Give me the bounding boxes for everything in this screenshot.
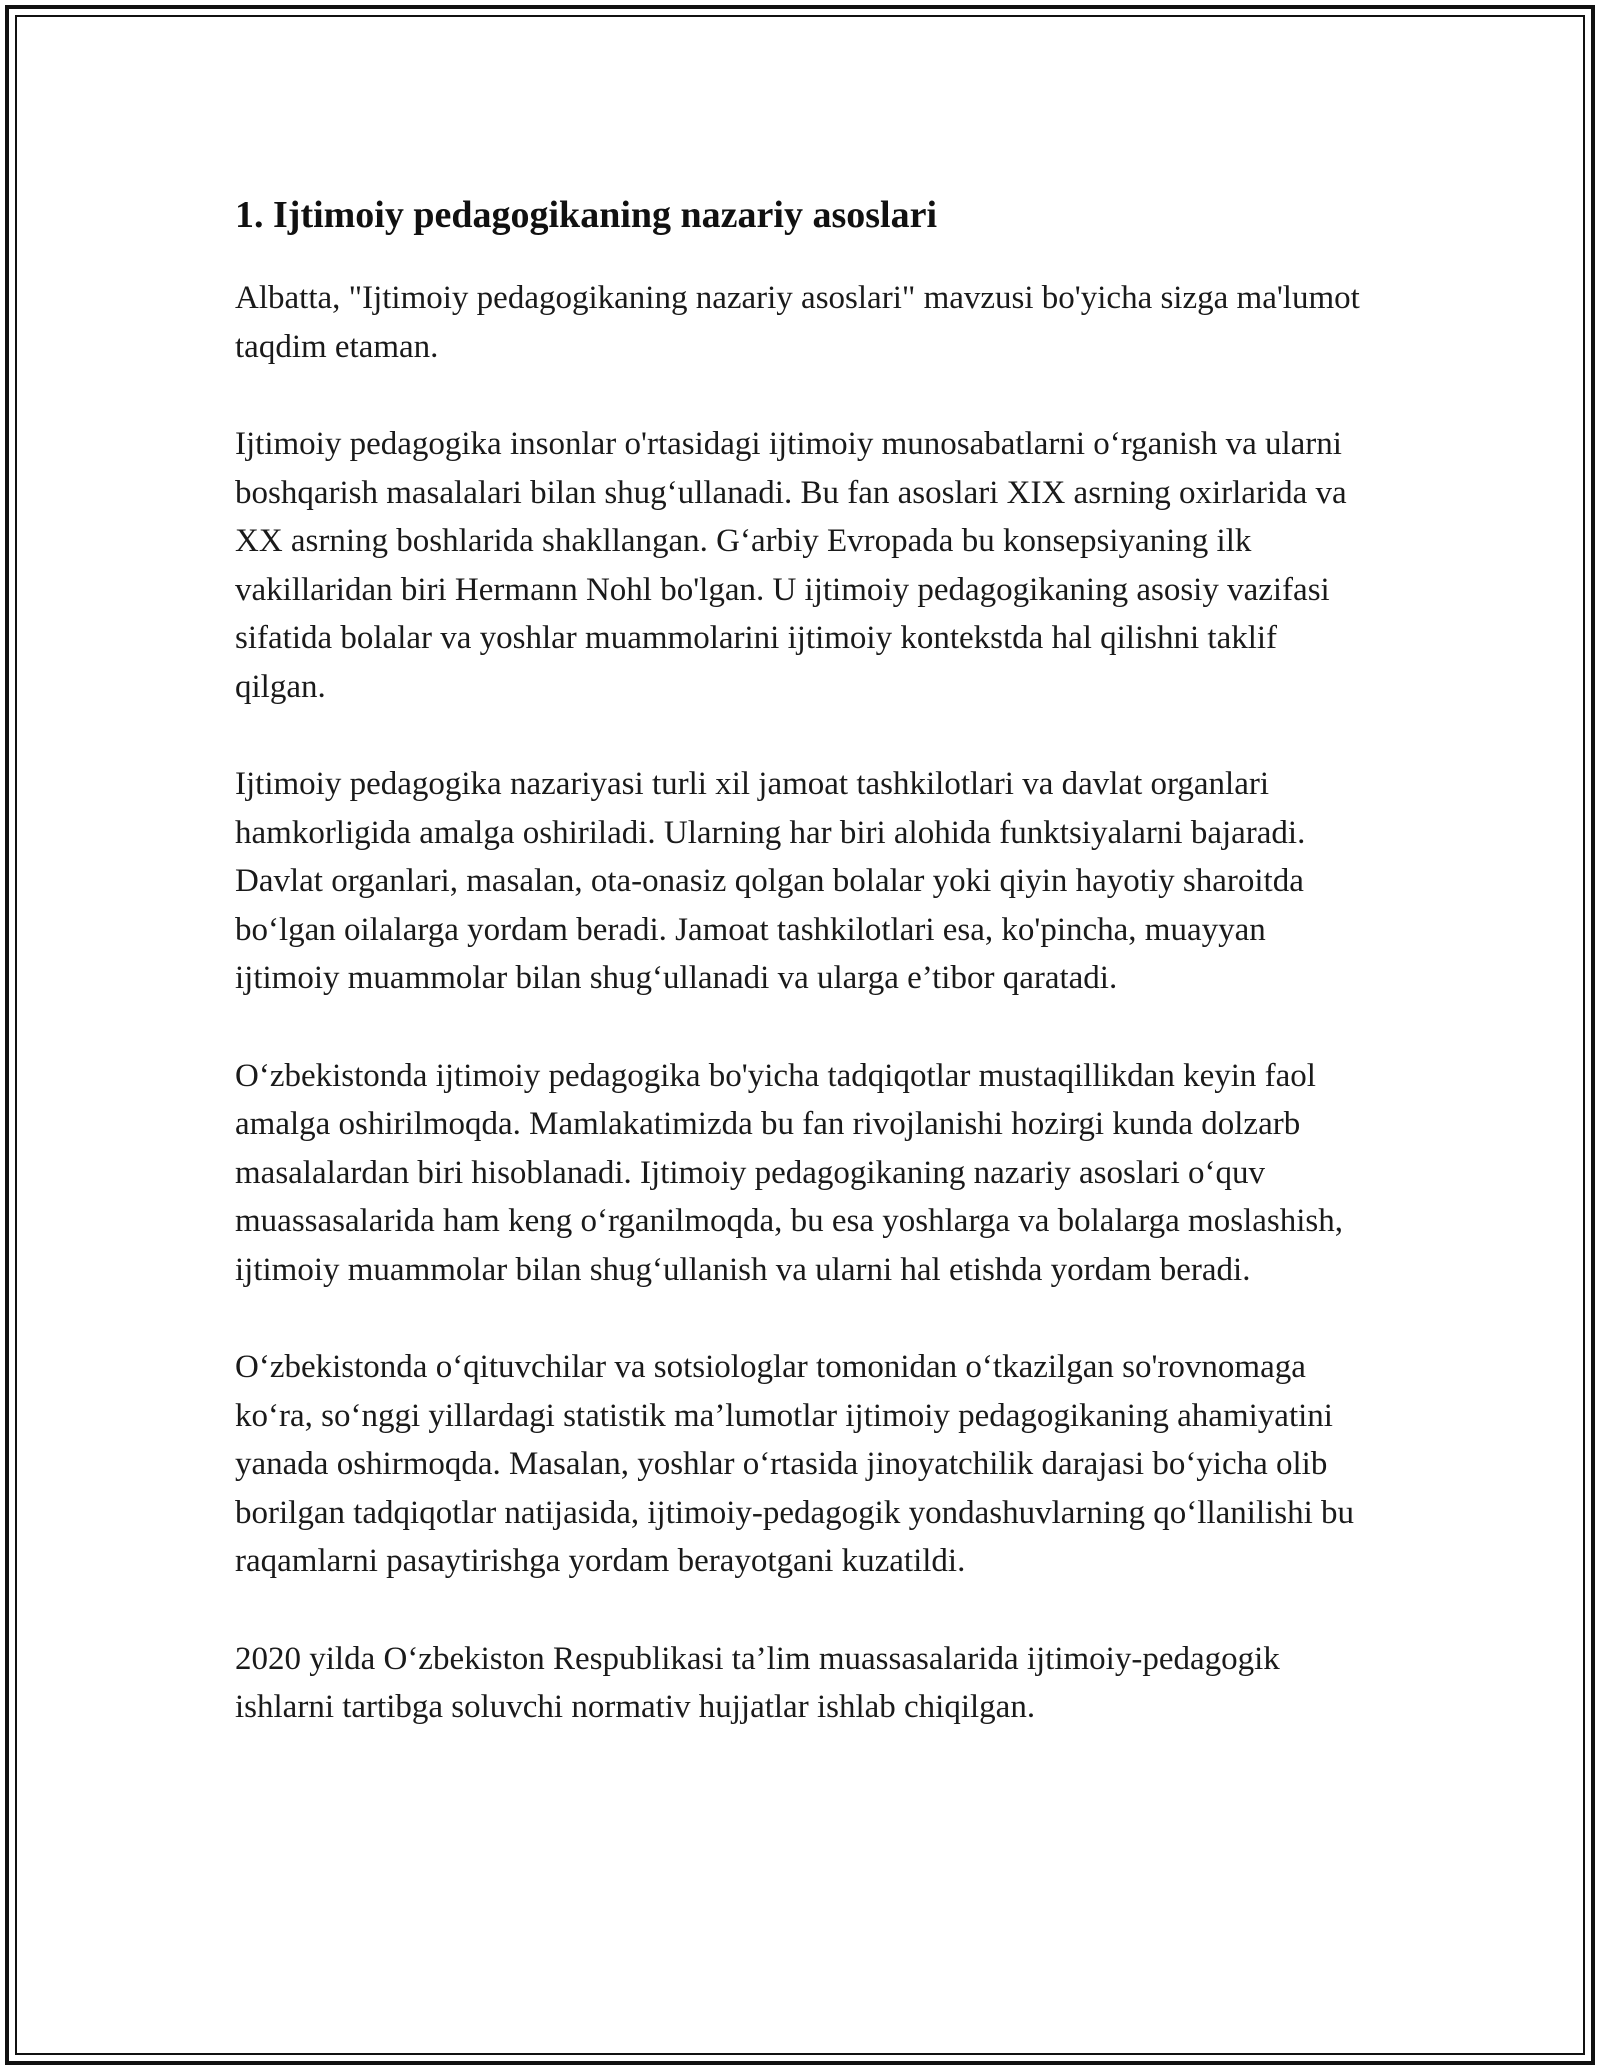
document-body — [235, 190, 1370, 1781]
paragraph-intro: Albatta, "Ijtimoiy pedagogikaning nazariy asoslari" mavzusi bo'yicha sizga ma'lumot taqdim etaman. — [235, 280, 1360, 365]
paragraph-survey: O‘zbekistonda o‘qituvchilar va sotsiologlar tomonidan o‘tkazilgan so'rovnomaga ko‘ra, so‘nggi yillardagi statistik ma’lumotlar ijtimoiy pedagogikaning ahamiyatini yanada oshirmoqda. Masalan, yoshlar o‘rtasida jinoyatchilik darajasi bo‘yicha olib borilgan tadqiqotlar natijasida, ijtimoiy-pedagogik yondashuvlarning qo‘llanilishi bu raqamlarni pasaytirishga yordam berayotgani kuzatildi. — [235, 1349, 1355, 1579]
paragraph-definition: Ijtimoiy pedagogika insonlar o'rtasidagi ijtimoiy munosabatlarni o‘rganish va ularni boshqarish masalalari bilan shug‘ullanadi. Bu fan asoslari XIX asrning oxirlarida va XX asrning boshlarida shakllangan. G‘arbiy Evropada bu konsepsiyaning ilk vakillaridan biri Hermann Nohl bo'lgan. U ijtimoiy pedagogikaning asosiy vazifasi sifatida bolalar va yoshlar muammolarini ijtimoiy kontekstda hal qilishni taklif qilgan. — [235, 426, 1347, 705]
paragraph-organizations: Ijtimoiy pedagogika nazariyasi turli xil jamoat tashkilotlari va davlat organlari hamkorligida amalga oshiriladi. Ularning har biri alohida funktsiyalarni bajaradi. Davlat organlari, masalan, ota-onasiz qolgan bolalar yoki qiyin hayotiy sharoitda bo‘lgan oilalarga yordam beradi. Jamoat tashkilotlari esa, ko'pincha, muayyan ijtimoiy muammolar bilan shug‘ullanadi va ularga e’tibor qaratadi. — [235, 766, 1306, 996]
paragraph-normative-documents: 2020 yilda O‘zbekiston Respublikasi ta’lim muassasalarida ijtimoiy-pedagogik ishlarni tartibga soluvchi normativ hujjatlar ishlab chiqilgan. — [235, 1640, 1280, 1725]
paragraph-uzbekistan-research: O‘zbekistonda ijtimoiy pedagogika bo'yicha tadqiqotlar mustaqillikdan keyin faol amalga oshirilmoqda. Mamlakatimizda bu fan rivojlanishi hozirgi kunda dolzarb masalalardan biri hisoblanadi. Ijtimoiy pedagogikaning nazariy asoslari o‘quv muassasalarida ham keng o‘rganilmoqda, bu esa yoshlarga va bolalarga moslashish, ijtimoiy muammolar bilan shug‘ullanish va ularni hal etishda yordam beradi. — [235, 1057, 1343, 1288]
document-title: 1. Ijtimoiy pedagogikaning nazariy asoslari — [235, 194, 937, 236]
